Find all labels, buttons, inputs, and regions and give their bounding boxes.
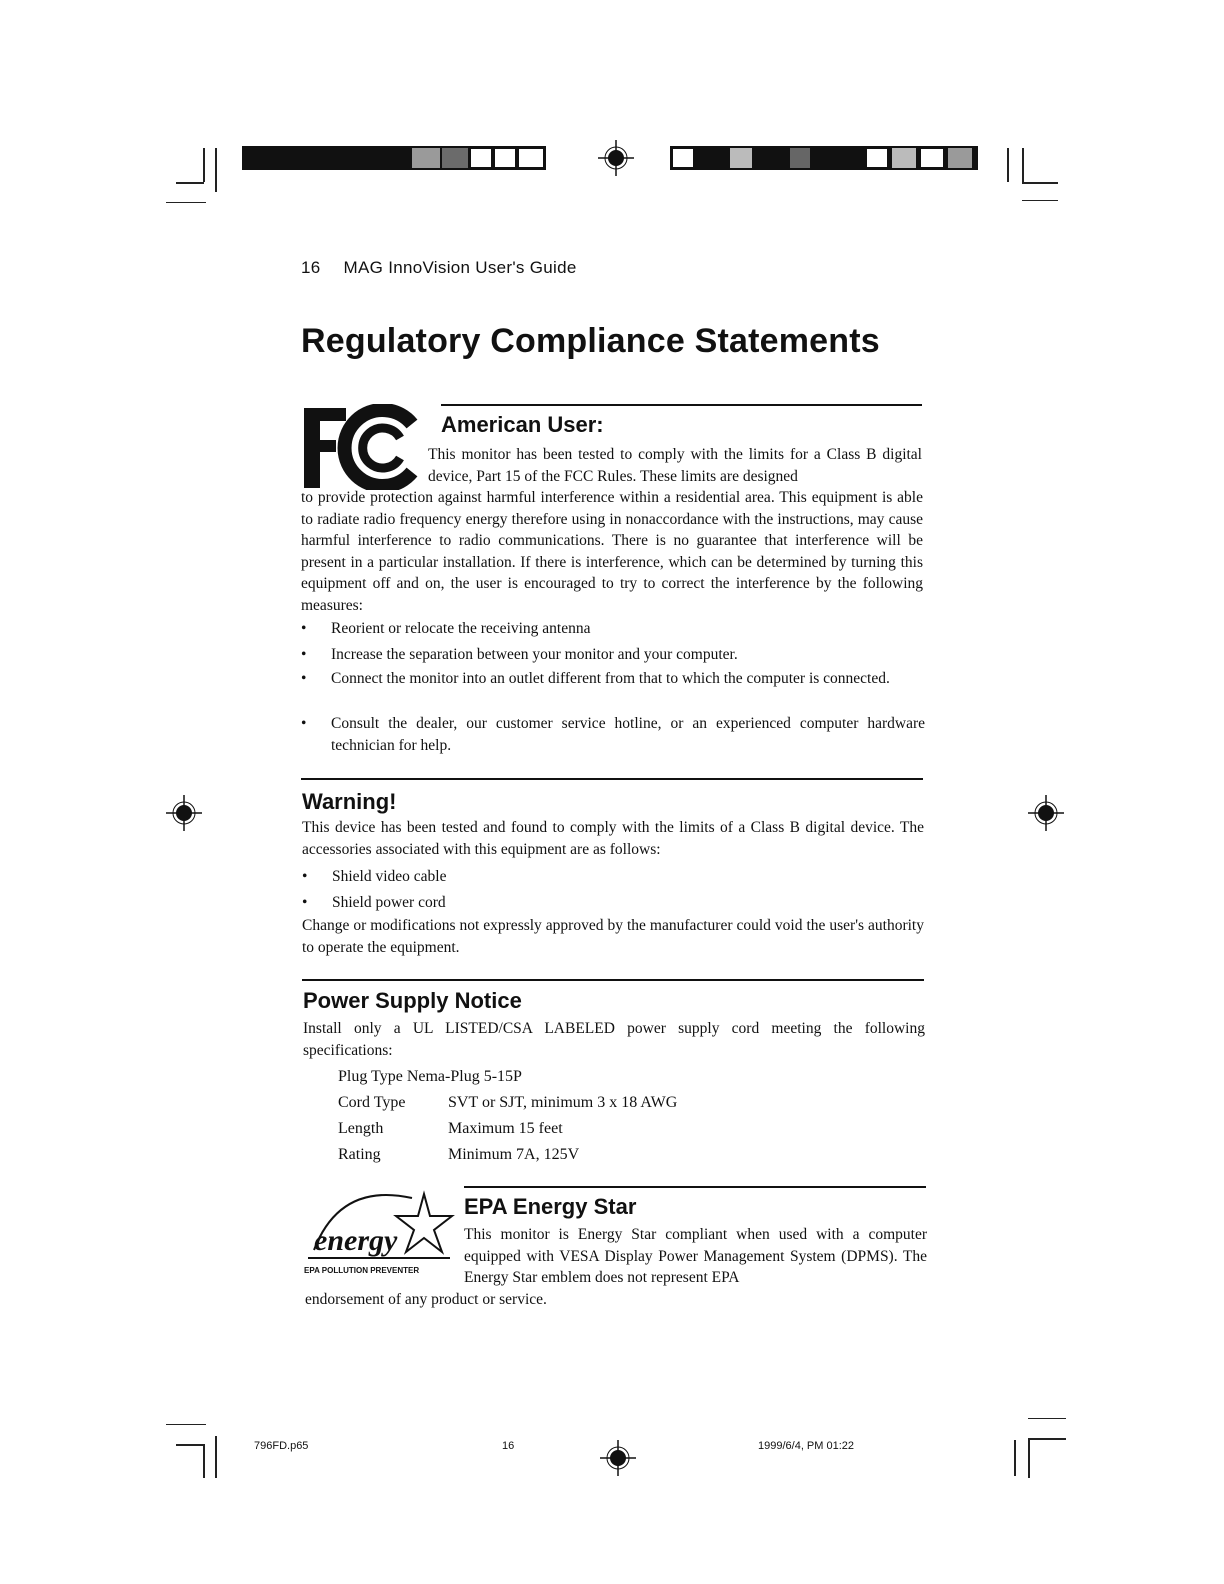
fcc-measure-4: • Consult the dealer, our customer service hotline, or an experienced computer hardware technician for help. bbox=[301, 713, 925, 756]
power-spec-2-label: Length bbox=[338, 1120, 384, 1137]
power-spec-row-3 bbox=[338, 1144, 579, 1166]
footer-page: 16 bbox=[502, 1440, 515, 1452]
warning-accessory-2: • Shield power cord bbox=[302, 892, 926, 914]
power-spec-2-value: Maximum 15 feet bbox=[448, 1120, 563, 1137]
crop-mark-top-right-v1 bbox=[1007, 148, 1009, 182]
crop-mark-bottom-right-h bbox=[1028, 1418, 1066, 1419]
warning-accessory-1: • Shield video cable bbox=[302, 866, 926, 888]
crop-mark-top-left-foot bbox=[176, 182, 204, 184]
footer-file: 796FD.p65 bbox=[254, 1440, 309, 1452]
fcc-logo bbox=[300, 404, 422, 490]
color-bar-right bbox=[670, 146, 978, 170]
header-guide-title: MAG InnoVision User's Guide bbox=[343, 258, 577, 277]
crop-mark-bottom-right-v2 bbox=[1028, 1438, 1030, 1478]
crop-mark-top-left-v1 bbox=[203, 148, 205, 182]
warning-intro: This device has been tested and found to comply with the limits of a Class B digital device. The accessories associated with this equipment are as follows: bbox=[302, 819, 924, 858]
energy-rule bbox=[464, 1186, 926, 1188]
warning-accessory-1-text: Shield video cable bbox=[332, 868, 447, 885]
registration-mark-left bbox=[166, 795, 202, 831]
crop-mark-bottom-left-v1 bbox=[203, 1444, 205, 1478]
warning-note: Change or modifications not expressly approved by the manufacturer could void the user's authority to operate the equipment. bbox=[302, 917, 924, 956]
energy-star-logo bbox=[300, 1180, 460, 1280]
crop-mark-bottom-left-v2 bbox=[215, 1436, 217, 1478]
crop-mark-bottom-left-h2 bbox=[176, 1444, 204, 1446]
fcc-measure-4-text: Consult the dealer, our customer service hotline, or an experienced computer hardware technician for help. bbox=[331, 715, 925, 754]
energy-heading: EPA Energy Star bbox=[464, 1194, 637, 1219]
warning-heading: Warning! bbox=[302, 789, 397, 814]
fcc-measure-2: • Increase the separation between your monitor and your computer. bbox=[301, 644, 925, 666]
power-spec-3-label: Rating bbox=[338, 1146, 381, 1163]
color-bar-left bbox=[242, 146, 546, 170]
registration-mark-bottom bbox=[600, 1440, 636, 1476]
fcc-measure-3: • Connect the monitor into an outlet different from that to which the computer is connected. bbox=[301, 668, 925, 690]
energy-logo-word: energy bbox=[314, 1224, 398, 1257]
fcc-measure-1-text: Reorient or relocate the receiving antenna bbox=[331, 620, 591, 637]
fcc-body-rest: to provide protection against harmful interference within a residential area. This equipment is able to radiate radio frequency energy therefore using in nonaccordance with the instructions, may cause harmful interference to radio communications. There is no guarantee that interference will be present in a particular installation. If there is interference, which can be determined by turning this equipment off and on, the user is encouraged to try to correct the interference by the following measures: bbox=[301, 489, 923, 614]
warning-rule bbox=[301, 778, 923, 780]
footer-datetime: 1999/6/4, PM 01:22 bbox=[758, 1440, 855, 1452]
energy-body-first: This monitor is Energy Star compliant when used with a computer equipped with VESA Display Power Management System (DPMS). The Energy Star emblem does not represent EPA bbox=[464, 1226, 927, 1286]
power-spec-row-2 bbox=[338, 1118, 563, 1140]
registration-mark-top bbox=[598, 140, 634, 176]
energy-star-logo-icon bbox=[300, 1180, 460, 1280]
crop-mark-top-right-h bbox=[1022, 200, 1058, 201]
power-heading: Power Supply Notice bbox=[303, 988, 522, 1013]
fcc-measure-3-text: Connect the monitor into an outlet different from that to which the computer is connected. bbox=[331, 670, 890, 687]
crop-mark-bottom-right-v1 bbox=[1014, 1440, 1016, 1476]
warning-accessory-2-text: Shield power cord bbox=[332, 894, 446, 911]
fcc-heading: American User: bbox=[441, 412, 604, 437]
crop-mark-bottom-right-foot bbox=[1028, 1438, 1066, 1440]
crop-mark-top-right-v2 bbox=[1022, 148, 1024, 182]
power-spec-3-value: Minimum 7A, 125V bbox=[448, 1146, 580, 1163]
page-title: Regulatory Compliance Statements bbox=[301, 322, 880, 360]
power-intro: Install only a UL LISTED/CSA LABELED power supply cord meeting the following specifications: bbox=[303, 1020, 925, 1059]
fcc-rule bbox=[441, 404, 922, 406]
fcc-logo-icon bbox=[300, 404, 422, 490]
power-plug-type: Plug Type Nema-Plug 5-15P bbox=[338, 1068, 522, 1085]
crop-mark-top-right-foot bbox=[1022, 182, 1058, 184]
power-rule bbox=[302, 979, 924, 981]
crop-mark-bottom-left-h1 bbox=[166, 1424, 206, 1425]
fcc-measure-1: • Reorient or relocate the receiving antenna bbox=[301, 618, 925, 640]
energy-body-rest: endorsement of any product or service. bbox=[305, 1291, 547, 1308]
crop-mark-top-left-h bbox=[166, 202, 206, 203]
fcc-body-first: This monitor has been tested to comply with the limits for a Class B digital device, Part 15 of the FCC Rules. These limits are designed bbox=[428, 446, 922, 485]
power-spec-1-label: Cord Type bbox=[338, 1094, 406, 1111]
running-header bbox=[301, 258, 577, 278]
fcc-measure-2-text: Increase the separation between your monitor and your computer. bbox=[331, 646, 738, 663]
crop-mark-top-left-v2 bbox=[215, 148, 217, 192]
energy-logo-caption: EPA POLLUTION PREVENTER bbox=[304, 1266, 420, 1275]
power-spec-1-value: SVT or SJT, minimum 3 x 18 AWG bbox=[448, 1094, 678, 1111]
registration-mark-right bbox=[1028, 795, 1064, 831]
power-spec-row-1 bbox=[338, 1092, 677, 1114]
header-page-number: 16 bbox=[301, 258, 321, 277]
